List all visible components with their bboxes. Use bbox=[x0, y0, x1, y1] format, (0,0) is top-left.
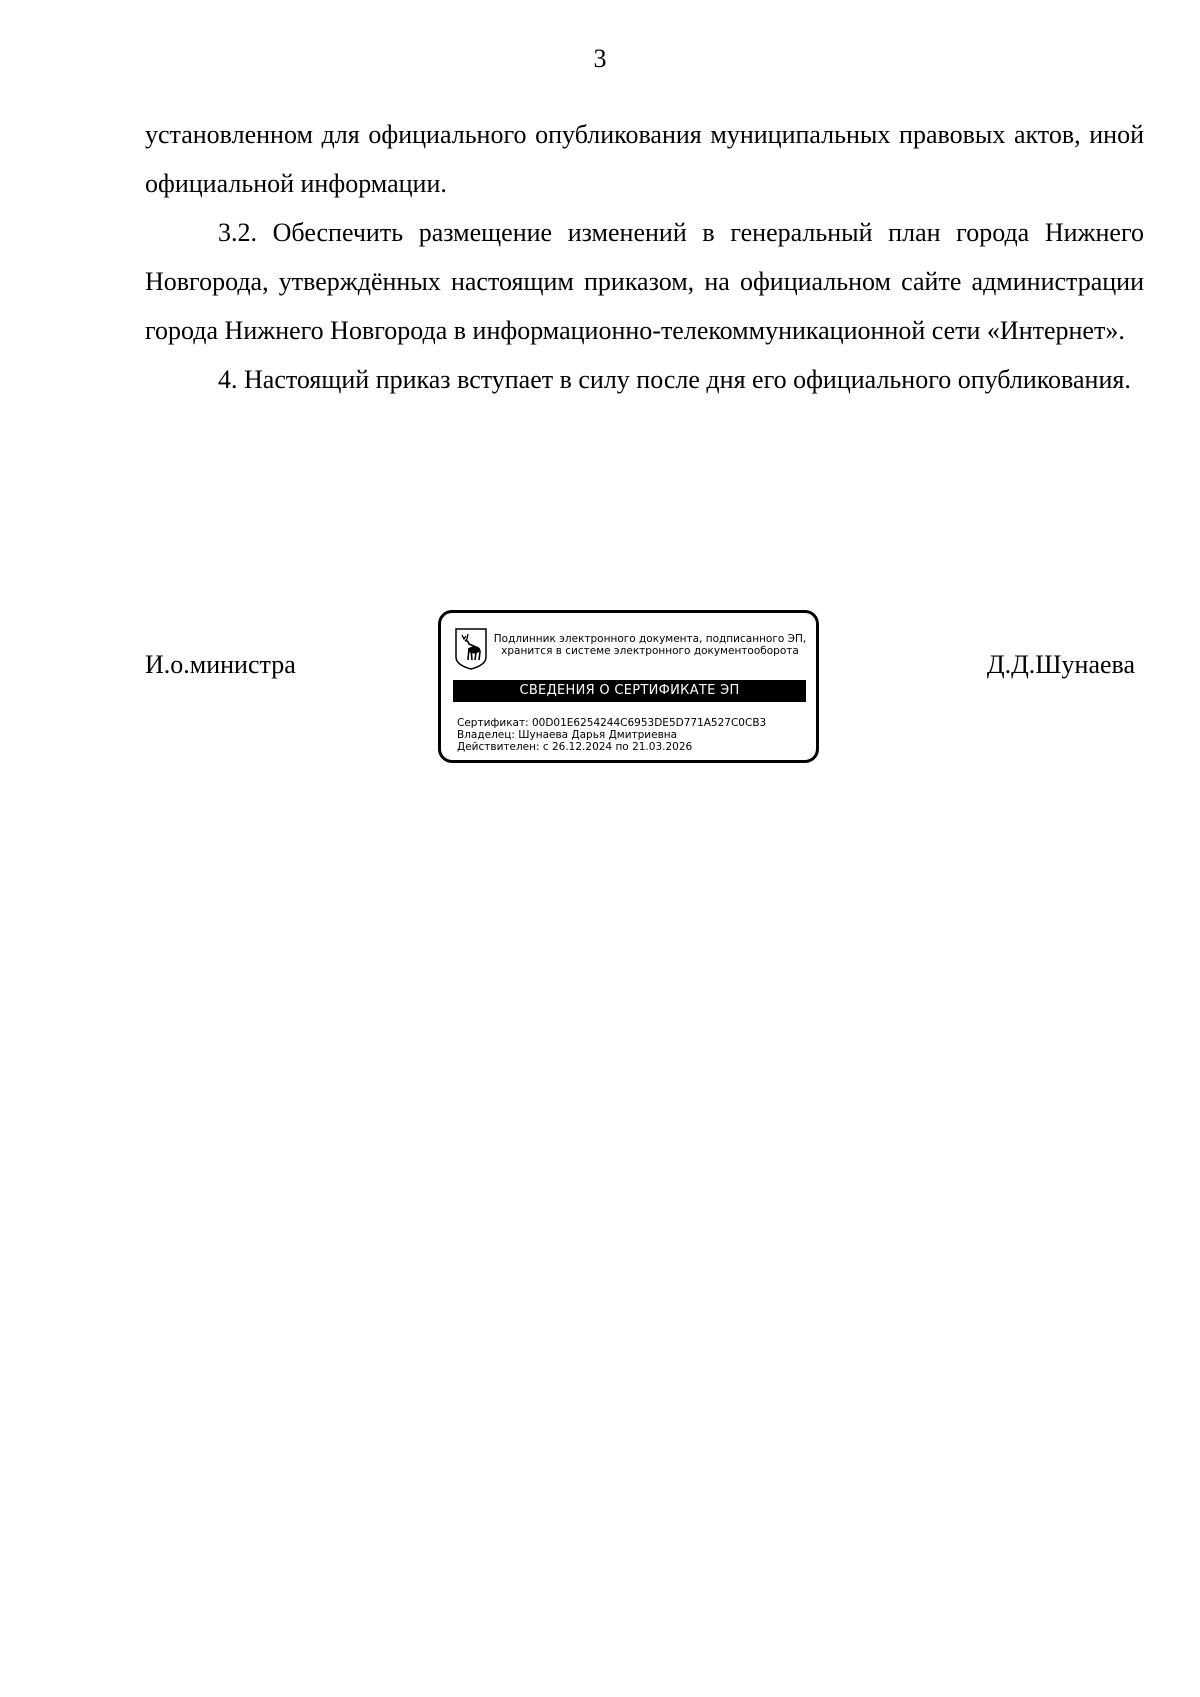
stamp-certificate: Сертификат: 00D01E6254244C6953DE5D771A527C0CB3 bbox=[457, 717, 767, 729]
stamp-header bbox=[491, 633, 809, 657]
stamp-title-bar: СВЕДЕНИЯ О СЕРТИФИКАТЕ ЭП bbox=[453, 680, 806, 702]
stamp-header-line-2: хранится в системе электронного документооборота bbox=[501, 645, 799, 657]
signatory-name: Д.Д.Шунаева bbox=[986, 650, 1135, 679]
signatory-role: И.о.министра bbox=[145, 650, 296, 679]
stamp-owner: Владелец: Шунаева Дарья Дмитриевна bbox=[457, 729, 678, 741]
stamp-validity: Действителен: с 26.12.2024 по 21.03.2026 bbox=[457, 741, 693, 753]
paragraph-4: 4. Настоящий приказ вступает в силу после дня его официального опубликования. bbox=[218, 365, 1131, 394]
electronic-signature-stamp bbox=[438, 610, 819, 763]
page-number: 3 bbox=[593, 44, 607, 73]
deer-coat-of-arms-icon bbox=[454, 627, 488, 671]
document-body bbox=[145, 110, 1144, 404]
paragraph-publication: установленном для официального опубликования муниципальных правовых актов, иной официальной информации. bbox=[145, 120, 1144, 198]
paragraph-3-2: 3.2. Обеспечить размещение изменений в генеральный план города Нижнего Новгорода, утверждённых настоящим приказом, на официальном сайте администрации города Нижнего Новгорода в информационно-телекоммуникационной сети «Интернет». bbox=[145, 218, 1144, 345]
stamp-details bbox=[457, 717, 766, 753]
stamp-header-line-1: Подлинник электронного документа, подписанного ЭП, bbox=[493, 633, 807, 645]
